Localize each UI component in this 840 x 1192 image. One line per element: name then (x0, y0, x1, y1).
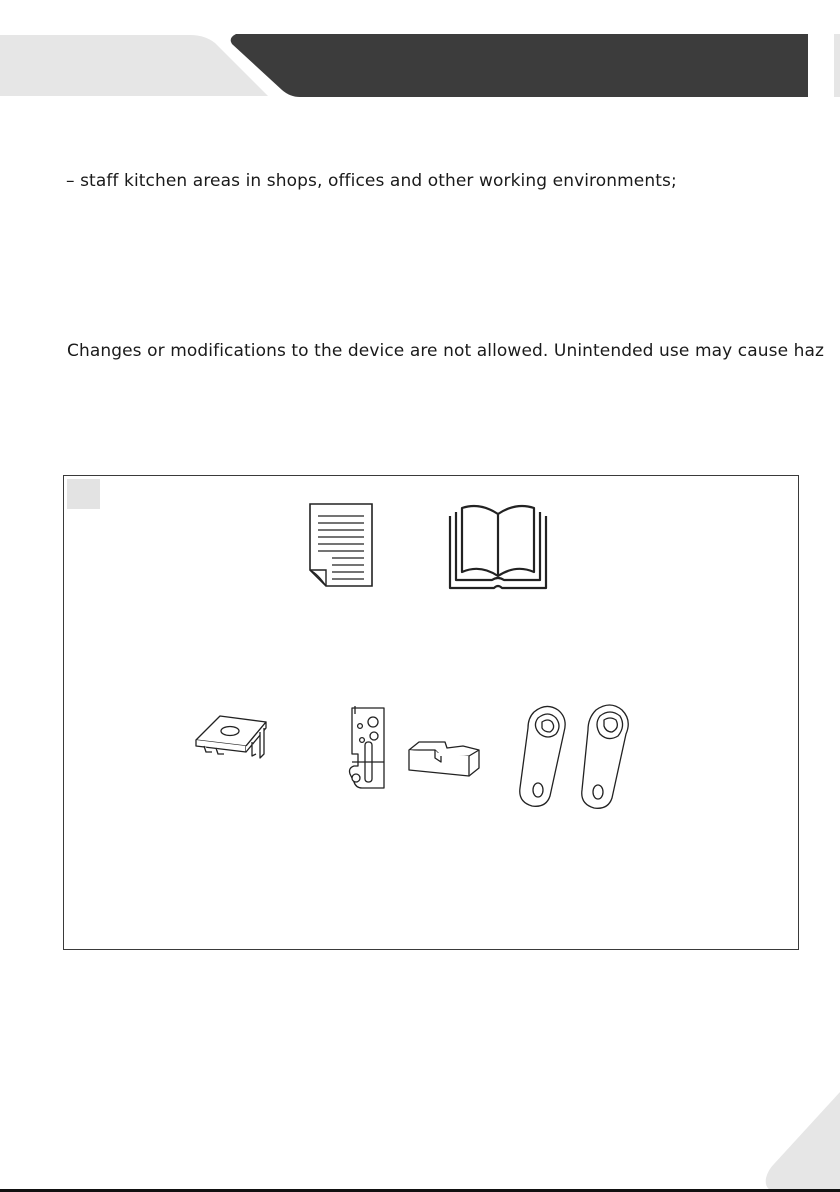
bracket-cover-icon (190, 702, 272, 768)
usage-environment-text: – staff kitchen areas in shops, offices and other working environments; (66, 171, 677, 191)
manual-book-icon (446, 502, 550, 592)
header-tabs (0, 0, 840, 110)
panel-number-tab (67, 479, 100, 509)
hinge-cap-icon (405, 736, 483, 780)
header-light-tab (0, 35, 268, 96)
corner-page-tab (760, 1092, 840, 1192)
accessories-panel (63, 475, 799, 950)
document-icon (304, 502, 376, 588)
modification-warning-text: Changes or modifications to the device are not allowed. Unintended use may cause haz (67, 341, 825, 361)
header-edge-mark (834, 34, 840, 97)
door-stopper-pair-icon (512, 704, 638, 812)
header-dark-tab (231, 34, 808, 97)
hinge-plate-icon (336, 704, 388, 792)
